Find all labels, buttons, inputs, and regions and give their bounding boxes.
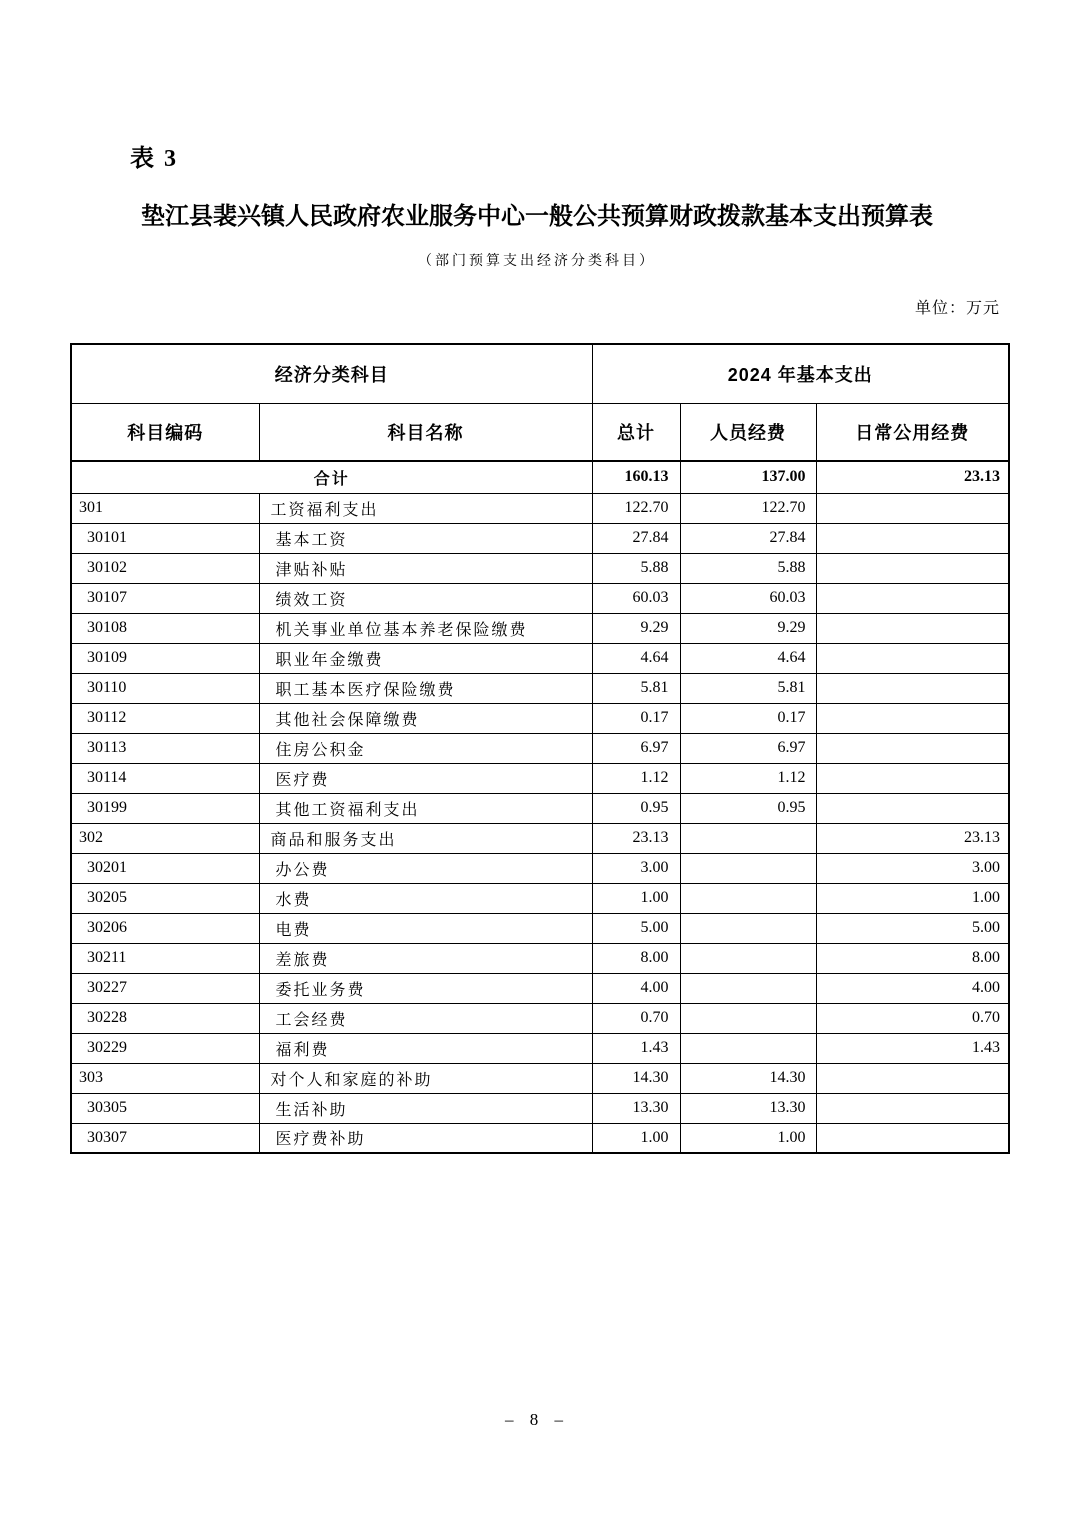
cell-daily-public-expense: 1.43 [816,1033,1009,1063]
cell-total: 13.30 [592,1093,680,1123]
cell-daily-public-expense: 5.00 [816,913,1009,943]
cell-total: 9.29 [592,613,680,643]
cell-subject-code: 30101 [71,523,259,553]
grand-total-row [71,461,1009,493]
header-column-row [71,403,1009,461]
cell-personnel-expense: 5.81 [680,673,816,703]
cell-daily-public-expense: 23.13 [816,823,1009,853]
cell-subject-code: 301 [71,493,259,523]
table-row [71,823,1009,853]
cell-daily-public-expense [816,583,1009,613]
cell-subject-code: 30307 [71,1123,259,1153]
cell-daily-public-expense [816,763,1009,793]
cell-subject-code: 30211 [71,943,259,973]
cell-subject-name: 基本工资 [259,523,592,553]
cell-subject-name: 津贴补贴 [259,553,592,583]
cell-daily-public-expense [816,613,1009,643]
cell-personnel-expense: 9.29 [680,613,816,643]
cell-personnel-expense [680,883,816,913]
table-row [71,583,1009,613]
table-header [71,344,1009,461]
col-header-subject-name: 科目名称 [259,403,592,461]
cell-total: 60.03 [592,583,680,613]
table-label: 表 3 [130,146,178,172]
cell-daily-public-expense [816,643,1009,673]
cell-personnel-expense: 0.17 [680,703,816,733]
cell-daily-public-expense: 3.00 [816,853,1009,883]
table-row [71,943,1009,973]
cell-subject-name: 住房公积金 [259,733,592,763]
cell-total: 0.95 [592,793,680,823]
cell-total: 4.00 [592,973,680,1003]
cell-personnel-expense: 5.88 [680,553,816,583]
cell-subject-name: 福利费 [259,1033,592,1063]
cell-subject-code: 30107 [71,583,259,613]
cell-subject-name: 其他工资福利支出 [259,793,592,823]
cell-subject-code: 30206 [71,913,259,943]
cell-total: 5.00 [592,913,680,943]
cell-subject-name: 办公费 [259,853,592,883]
table-row [71,1033,1009,1063]
cell-personnel-expense: 1.00 [680,1123,816,1153]
cell-daily-public-expense: 4.00 [816,973,1009,1003]
table-row [71,853,1009,883]
cell-personnel-expense: 122.70 [680,493,816,523]
header-group-row [71,344,1009,403]
cell-personnel-expense: 27.84 [680,523,816,553]
cell-subject-name: 生活补助 [259,1093,592,1123]
cell-subject-code: 30227 [71,973,259,1003]
cell-total: 1.43 [592,1033,680,1063]
col-header-personnel-expense: 人员经费 [680,403,816,461]
cell-daily-public-expense [816,553,1009,583]
col-header-total: 总计 [592,403,680,461]
cell-subject-code: 30201 [71,853,259,883]
cell-subject-name: 医疗费 [259,763,592,793]
page-number: – 8 – [505,1410,569,1429]
page-subtitle: （部门预算支出经济分类科目） [418,254,656,269]
unit-note: 单位：万元 [914,300,1000,317]
cell-personnel-expense [680,1033,816,1063]
total-label: 合计 [71,461,592,493]
cell-total: 3.00 [592,853,680,883]
table-row [71,553,1009,583]
cell-personnel-expense: 14.30 [680,1063,816,1093]
table-row [71,913,1009,943]
cell-subject-code: 30108 [71,613,259,643]
cell-daily-public-expense [816,493,1009,523]
cell-subject-name: 职工基本医疗保险缴费 [259,673,592,703]
table-row [71,1003,1009,1033]
cell-total: 0.17 [592,703,680,733]
cell-total: 6.97 [592,733,680,763]
cell-total: 5.81 [592,673,680,703]
cell-subject-name: 职业年金缴费 [259,643,592,673]
cell-personnel-expense [680,973,816,1003]
cell-daily-public-expense: 1.00 [816,883,1009,913]
cell-subject-name: 水费 [259,883,592,913]
cell-subject-code: 30113 [71,733,259,763]
cell-subject-code: 30205 [71,883,259,913]
cell-subject-code: 30109 [71,643,259,673]
cell-subject-name: 工资福利支出 [259,493,592,523]
table-row [71,643,1009,673]
cell-subject-name: 委托业务费 [259,973,592,1003]
cell-subject-code: 30112 [71,703,259,733]
cell-subject-name: 对个人和家庭的补助 [259,1063,592,1093]
header-economic-classification: 经济分类科目 [71,344,592,403]
cell-daily-public-expense [816,733,1009,763]
table-row [71,973,1009,1003]
cell-total: 1.00 [592,1123,680,1153]
cell-personnel-expense [680,913,816,943]
cell-subject-name: 机关事业单位基本养老保险缴费 [259,613,592,643]
cell-total: 5.88 [592,553,680,583]
table-row [71,733,1009,763]
cell-subject-name: 商品和服务支出 [259,823,592,853]
cell-daily-public-expense [816,1123,1009,1153]
cell-subject-code: 30110 [71,673,259,703]
cell-subject-name: 差旅费 [259,943,592,973]
cell-personnel-expense [680,943,816,973]
cell-daily-public-expense [816,703,1009,733]
cell-personnel-expense [680,823,816,853]
cell-personnel-expense: 0.95 [680,793,816,823]
page-title: 垫江县裴兴镇人民政府农业服务中心一般公共预算财政拨款基本支出预算表 [141,204,933,230]
cell-total: 122.70 [592,493,680,523]
cell-subject-code: 30102 [71,553,259,583]
table-row [71,763,1009,793]
cell-total: 1.12 [592,763,680,793]
cell-subject-code: 30114 [71,763,259,793]
cell-daily-public-expense [816,793,1009,823]
cell-subject-code: 302 [71,823,259,853]
table-row [71,523,1009,553]
cell-subject-name: 工会经费 [259,1003,592,1033]
table-row [71,1123,1009,1153]
cell-subject-name: 其他社会保障缴费 [259,703,592,733]
cell-subject-code: 303 [71,1063,259,1093]
total-value-total: 160.13 [592,461,680,493]
cell-total: 23.13 [592,823,680,853]
table-row [71,673,1009,703]
cell-total: 8.00 [592,943,680,973]
cell-daily-public-expense [816,1063,1009,1093]
cell-daily-public-expense: 8.00 [816,943,1009,973]
cell-personnel-expense: 1.12 [680,763,816,793]
cell-subject-code: 30199 [71,793,259,823]
budget-table [70,343,1010,1154]
cell-total: 4.64 [592,643,680,673]
total-value-personnel: 137.00 [680,461,816,493]
table-row [71,613,1009,643]
cell-personnel-expense: 4.64 [680,643,816,673]
table-row [71,883,1009,913]
table-row [71,793,1009,823]
cell-daily-public-expense: 0.70 [816,1003,1009,1033]
table-row [71,493,1009,523]
table-row [71,703,1009,733]
cell-personnel-expense: 13.30 [680,1093,816,1123]
col-header-daily-public-expense: 日常公用经费 [816,403,1009,461]
cell-subject-name: 电费 [259,913,592,943]
cell-subject-name: 医疗费补助 [259,1123,592,1153]
total-value-daily: 23.13 [816,461,1009,493]
cell-daily-public-expense [816,673,1009,703]
cell-personnel-expense [680,853,816,883]
cell-subject-code: 30305 [71,1093,259,1123]
cell-daily-public-expense [816,1093,1009,1123]
cell-personnel-expense [680,1003,816,1033]
header-2024-basic-expenditure: 2024 年基本支出 [592,344,1009,403]
table-row [71,1093,1009,1123]
cell-subject-code: 30229 [71,1033,259,1063]
cell-total: 27.84 [592,523,680,553]
table-row [71,1063,1009,1093]
cell-subject-name: 绩效工资 [259,583,592,613]
table-body [71,461,1009,1153]
col-header-subject-code: 科目编码 [71,403,259,461]
cell-total: 0.70 [592,1003,680,1033]
cell-subject-code: 30228 [71,1003,259,1033]
cell-total: 14.30 [592,1063,680,1093]
cell-daily-public-expense [816,523,1009,553]
cell-personnel-expense: 6.97 [680,733,816,763]
cell-personnel-expense: 60.03 [680,583,816,613]
cell-total: 1.00 [592,883,680,913]
